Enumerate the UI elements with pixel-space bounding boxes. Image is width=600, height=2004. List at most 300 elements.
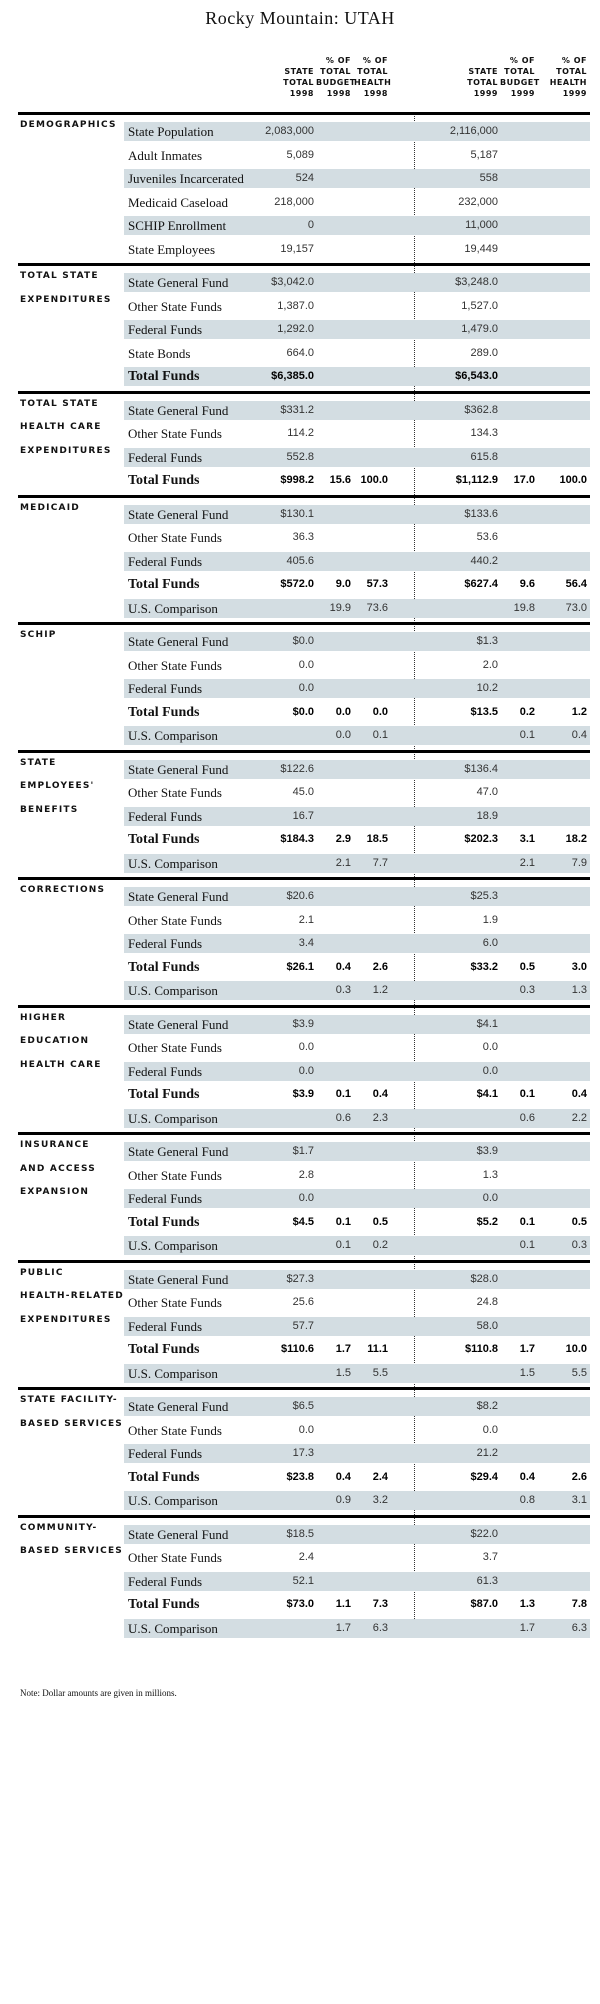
- cell-col-6: 3.0: [571, 960, 587, 973]
- cell-col-3: 0.1: [372, 729, 388, 742]
- cell-col-6: 56.4: [565, 578, 587, 591]
- table-row-state-general-fund: [124, 1270, 590, 1289]
- cell-col-1: $122.6: [280, 762, 314, 775]
- cell-col-5: 0.1: [519, 1215, 535, 1228]
- row-label: Federal Funds: [128, 553, 203, 569]
- table-row-u-s-comparison: [124, 854, 590, 873]
- cell-col-4: 53.6: [476, 531, 498, 544]
- cell-col-5: 0.1: [519, 1088, 535, 1101]
- row-label: Total Funds: [128, 1469, 200, 1485]
- table-row-federal-funds: [124, 1572, 590, 1591]
- cell-col-2: 15.6: [329, 474, 351, 487]
- section-rule: [18, 1260, 590, 1263]
- cell-col-4: 10.2: [476, 682, 498, 695]
- cell-col-3: 7.7: [372, 856, 388, 869]
- section-rule: [18, 495, 590, 498]
- cell-col-4: $13.5: [470, 705, 498, 718]
- cell-col-5: 0.6: [519, 1111, 535, 1124]
- cell-col-4: 58.0: [476, 1319, 498, 1332]
- table-row-u-s-comparison: [124, 599, 590, 618]
- cell-col-5: 17.0: [513, 474, 535, 487]
- cell-col-2: 0.1: [335, 1239, 351, 1252]
- page-title: Rocky Mountain: UTAH: [205, 8, 395, 28]
- table-row-total-funds: [124, 1213, 590, 1232]
- cell-col-1: 57.7: [292, 1319, 314, 1332]
- row-label: State General Fund: [128, 634, 229, 650]
- section-demographics: [0, 112, 600, 263]
- row-label: State Employees: [128, 241, 216, 257]
- cell-col-2: 0.4: [335, 960, 351, 973]
- row-label: Other State Funds: [128, 1167, 222, 1183]
- row-label: Other State Funds: [128, 785, 222, 801]
- cell-col-2: 0.9: [335, 1494, 351, 1507]
- cell-col-3: 18.5: [366, 833, 388, 846]
- cell-col-6: 18.2: [565, 833, 587, 846]
- section-rule: [18, 391, 590, 394]
- cell-col-1: $0.0: [292, 635, 314, 648]
- cell-col-1: 405.6: [286, 554, 314, 567]
- section-rule: [18, 750, 590, 753]
- table-row-state-general-fund: [124, 760, 590, 779]
- cell-col-4: $87.0: [470, 1598, 498, 1611]
- cell-col-4: 61.3: [476, 1574, 498, 1587]
- cell-col-4: $33.2: [470, 960, 498, 973]
- cell-col-1: $73.0: [286, 1598, 314, 1611]
- cell-col-1: 2.8: [298, 1168, 314, 1181]
- cell-col-1: 0.0: [298, 1423, 314, 1436]
- cell-col-1: $18.5: [286, 1527, 314, 1540]
- cell-col-1: 2,083,000: [265, 125, 314, 138]
- table-row-state-general-fund: [124, 1525, 590, 1544]
- section-label: STATE: [20, 757, 57, 768]
- cell-col-4: $25.3: [470, 890, 498, 903]
- table-row-u-s-comparison: [124, 1491, 590, 1510]
- cell-col-4: $627.4: [464, 578, 498, 591]
- cell-col-1: 36.3: [292, 531, 314, 544]
- table-row-total-funds: [124, 1340, 590, 1359]
- table-row-federal-funds: [124, 1062, 590, 1081]
- cell-col-4: 2.0: [482, 658, 498, 671]
- cell-col-5: 1.7: [519, 1621, 535, 1634]
- table-row-schip-enrollment: [124, 216, 590, 235]
- cell-col-2: 0.1: [335, 1215, 351, 1228]
- cell-col-1: $110.6: [280, 1343, 314, 1356]
- cell-col-4: $29.4: [470, 1470, 498, 1483]
- cell-col-4: $22.0: [470, 1527, 498, 1540]
- cell-col-2: 2.1: [335, 856, 351, 869]
- cell-col-1: 25.6: [292, 1296, 314, 1309]
- section-insurance-and-access-expansion: [0, 1132, 600, 1260]
- row-label: U.S. Comparison: [128, 1238, 218, 1254]
- cell-col-5: 0.4: [519, 1470, 535, 1483]
- cell-col-1: 1,387.0: [277, 299, 314, 312]
- cell-col-6: 3.1: [571, 1494, 587, 1507]
- row-label: U.S. Comparison: [128, 1365, 218, 1381]
- table-row-other-state-funds: [124, 424, 590, 443]
- table-row-other-state-funds: [124, 1293, 590, 1312]
- section-rule: [18, 622, 590, 625]
- cell-col-1: 3.4: [298, 937, 314, 950]
- row-label: U.S. Comparison: [128, 1110, 218, 1126]
- cell-col-4: $1,112.9: [455, 474, 498, 487]
- row-label: State General Fund: [128, 761, 229, 777]
- table-row-other-state-funds: [124, 297, 590, 316]
- cell-col-4: 0.0: [482, 1423, 498, 1436]
- table-row-other-state-funds: [124, 911, 590, 930]
- table-row-state-general-fund: [124, 505, 590, 524]
- cell-col-1: 664.0: [286, 346, 314, 359]
- cell-col-1: $3.9: [292, 1017, 314, 1030]
- row-label: U.S. Comparison: [128, 983, 218, 999]
- row-label: Adult Inmates: [128, 147, 203, 163]
- row-label: Federal Funds: [128, 1063, 203, 1079]
- cell-col-5: 1.5: [519, 1366, 535, 1379]
- section-label: DEMOGRAPHICS: [20, 120, 117, 130]
- cell-col-5: 1.3: [519, 1598, 535, 1611]
- table-row-state-general-fund: [124, 632, 590, 651]
- table-row-state-general-fund: [124, 273, 590, 292]
- row-label: Medicaid Caseload: [128, 194, 228, 210]
- cell-col-3: 0.2: [372, 1239, 388, 1252]
- cell-col-1: 5,089: [286, 148, 314, 161]
- cell-col-1: 45.0: [292, 786, 314, 799]
- cell-col-4: 6.0: [482, 937, 498, 950]
- row-label: Other State Funds: [128, 530, 222, 546]
- cell-col-6: 0.3: [571, 1239, 587, 1252]
- row-label: Total Funds: [128, 1214, 200, 1230]
- section-community-based-services: [0, 1515, 600, 1643]
- cell-col-4: 3.7: [482, 1551, 498, 1564]
- cell-col-4: 21.2: [476, 1447, 498, 1460]
- table-row-total-funds: [124, 575, 590, 594]
- column-header-state-total-1999: STATE TOTAL 1999: [467, 67, 498, 98]
- cell-col-5: 1.7: [519, 1343, 535, 1356]
- section-label: EXPENDITURES: [20, 1314, 112, 1325]
- table-row-other-state-funds: [124, 1038, 590, 1057]
- cell-col-6: 1.3: [571, 984, 587, 997]
- row-label: SCHIP Enrollment: [128, 218, 227, 234]
- cell-col-3: 11.1: [367, 1343, 388, 1356]
- cell-col-4: $4.1: [476, 1088, 498, 1101]
- cell-col-1: $184.3: [280, 833, 314, 846]
- cell-col-2: 0.0: [335, 729, 351, 742]
- table-row-u-s-comparison: [124, 1109, 590, 1128]
- cell-col-4: 47.0: [476, 786, 498, 799]
- cell-col-4: $3,248.0: [455, 276, 498, 289]
- section-label: CORRECTIONS: [20, 885, 106, 895]
- cell-col-1: $0.0: [292, 705, 314, 718]
- cell-col-6: 6.3: [571, 1621, 587, 1634]
- cell-col-5: 0.8: [519, 1494, 535, 1507]
- row-label: Federal Funds: [128, 1573, 203, 1589]
- cell-col-4: 134.3: [470, 427, 498, 440]
- row-label: U.S. Comparison: [128, 1493, 218, 1509]
- row-label: Total Funds: [128, 832, 200, 848]
- row-label: State General Fund: [128, 506, 229, 522]
- row-label: Other State Funds: [128, 298, 222, 314]
- row-label: State General Fund: [128, 889, 229, 905]
- row-label: Other State Funds: [128, 1550, 222, 1566]
- cell-col-3: 2.3: [372, 1111, 388, 1124]
- cell-col-4: 1,479.0: [461, 323, 498, 336]
- row-label: State General Fund: [128, 1399, 229, 1415]
- row-label: Total Funds: [128, 577, 200, 593]
- row-label: Federal Funds: [128, 449, 203, 465]
- section-label: BENEFITS: [20, 804, 79, 815]
- cell-col-1: 0.0: [298, 1064, 314, 1077]
- section-label: EMPLOYEES': [20, 781, 95, 791]
- cell-col-4: $6,543.0: [455, 370, 498, 383]
- row-label: Other State Funds: [128, 426, 222, 442]
- table-row-total-funds: [124, 471, 590, 490]
- section-label: HEALTH CARE: [20, 1059, 102, 1070]
- cell-col-6: 0.5: [571, 1215, 587, 1228]
- cell-col-1: $998.2: [280, 474, 314, 487]
- cell-col-3: 7.3: [372, 1598, 388, 1611]
- section-rule: [18, 263, 590, 266]
- cell-col-2: 0.6: [335, 1111, 351, 1124]
- table-row-other-state-funds: [124, 656, 590, 675]
- table-row-federal-funds: [124, 1189, 590, 1208]
- row-label: State General Fund: [128, 1144, 229, 1160]
- cell-col-4: $8.2: [476, 1400, 498, 1413]
- cell-col-5: 2.1: [519, 856, 535, 869]
- row-label: Federal Funds: [128, 1191, 203, 1207]
- column-header-pct-budget-1998: % OF TOTAL BUDGET 1998: [316, 56, 356, 98]
- cell-col-1: 52.1: [292, 1574, 314, 1587]
- table-row-total-funds: [124, 367, 590, 386]
- cell-col-4: $28.0: [470, 1272, 498, 1285]
- table-row-total-funds: [124, 830, 590, 849]
- cell-col-2: 19.9: [329, 601, 351, 614]
- row-label: State General Fund: [128, 1016, 229, 1032]
- table-row-medicaid-caseload: [124, 193, 590, 212]
- section-total-state-health-care-expenditures: [0, 391, 600, 495]
- cell-col-6: 2.6: [571, 1470, 587, 1483]
- row-label: U.S. Comparison: [128, 855, 218, 871]
- cell-col-4: $4.1: [476, 1017, 498, 1030]
- row-label: Federal Funds: [128, 681, 203, 697]
- cell-col-4: $136.4: [464, 762, 498, 775]
- table-row-u-s-comparison: [124, 981, 590, 1000]
- row-label: Federal Funds: [128, 1446, 203, 1462]
- row-label: Total Funds: [128, 704, 200, 720]
- cell-col-1: 524: [295, 172, 314, 185]
- table-row-total-funds: [124, 1085, 590, 1104]
- cell-col-4: $1.3: [476, 635, 498, 648]
- cell-col-1: 0: [307, 219, 314, 232]
- cell-col-6: 1.2: [571, 705, 587, 718]
- cell-col-1: 0.0: [298, 1192, 314, 1205]
- row-label: Federal Funds: [128, 936, 203, 952]
- table-row-federal-funds: [124, 679, 590, 698]
- section-state-employees-benefits: [0, 750, 600, 878]
- row-label: State General Fund: [128, 1526, 229, 1542]
- cell-col-1: $6.5: [292, 1400, 314, 1413]
- cell-col-4: 0.0: [482, 1064, 498, 1077]
- table-row-federal-funds: [124, 934, 590, 953]
- section-label: TOTAL STATE: [20, 271, 99, 281]
- cell-col-3: 6.3: [372, 1621, 388, 1634]
- section-corrections: [0, 877, 600, 1005]
- cell-col-2: 1.7: [335, 1621, 351, 1634]
- cell-col-4: 19,449: [464, 242, 498, 255]
- section-label: HIGHER: [20, 1012, 67, 1023]
- section-schip: [0, 622, 600, 750]
- cell-col-1: 0.0: [298, 658, 314, 671]
- cell-col-5: 0.1: [519, 1239, 535, 1252]
- table-row-u-s-comparison: [124, 1236, 590, 1255]
- section-higher-education-health-care: [0, 1005, 600, 1133]
- cell-col-4: 5,187: [470, 148, 498, 161]
- cell-col-1: 0.0: [298, 1041, 314, 1054]
- cell-col-1: $26.1: [286, 960, 314, 973]
- cell-col-5: 9.6: [519, 578, 535, 591]
- table-row-state-general-fund: [124, 401, 590, 420]
- cell-col-1: $572.0: [280, 578, 314, 591]
- cell-col-5: 3.1: [519, 833, 535, 846]
- section-label: MEDICAID: [20, 502, 80, 513]
- row-label: U.S. Comparison: [128, 600, 218, 616]
- row-label: Other State Funds: [128, 1040, 222, 1056]
- row-label: State General Fund: [128, 275, 229, 291]
- row-label: Other State Funds: [128, 1422, 222, 1438]
- section-medicaid: [0, 495, 600, 623]
- cell-col-4: $202.3: [464, 833, 498, 846]
- cell-col-6: 7.9: [571, 856, 587, 869]
- cell-col-3: 2.6: [372, 960, 388, 973]
- cell-col-4: 0.0: [482, 1192, 498, 1205]
- cell-col-1: $3.9: [292, 1088, 314, 1101]
- section-label: AND ACCESS: [20, 1163, 96, 1174]
- cell-col-1: 552.8: [286, 450, 314, 463]
- row-label: Total Funds: [128, 1597, 200, 1613]
- cell-col-5: 0.1: [519, 729, 535, 742]
- table-row-other-state-funds: [124, 1421, 590, 1440]
- section-rule: [18, 1132, 590, 1135]
- column-header-pct-budget-1999: % OF TOTAL BUDGET 1999: [500, 56, 540, 98]
- section-label: COMMUNITY-: [20, 1522, 98, 1533]
- cell-col-4: 1.3: [482, 1168, 498, 1181]
- table-row-other-state-funds: [124, 1548, 590, 1567]
- cell-col-3: 57.3: [366, 578, 388, 591]
- table-row-total-funds: [124, 1595, 590, 1614]
- table-row-u-s-comparison: [124, 1619, 590, 1638]
- row-label: Total Funds: [128, 473, 200, 489]
- table-row-state-general-fund: [124, 1397, 590, 1416]
- cell-col-2: 9.0: [335, 578, 351, 591]
- cell-col-3: 73.6: [366, 601, 388, 614]
- cell-col-2: 0.1: [335, 1088, 351, 1101]
- section-rule: [18, 1005, 590, 1008]
- cell-col-1: $6,385.0: [271, 370, 314, 383]
- cell-col-6: 0.4: [571, 1088, 587, 1101]
- table-row-other-state-funds: [124, 1166, 590, 1185]
- cell-col-1: $331.2: [280, 403, 314, 416]
- cell-col-4: 615.8: [470, 450, 498, 463]
- cell-col-1: $27.3: [286, 1272, 314, 1285]
- cell-col-1: $3,042.0: [271, 276, 314, 289]
- cell-col-3: 0.0: [372, 705, 388, 718]
- cell-col-2: 1.1: [335, 1598, 351, 1611]
- cell-col-1: $1.7: [292, 1145, 314, 1158]
- section-label: SCHIP: [20, 630, 57, 640]
- cell-col-4: $3.9: [476, 1145, 498, 1158]
- section-label: HEALTH CARE: [20, 422, 102, 432]
- cell-col-6: 7.8: [571, 1598, 587, 1611]
- cell-col-1: $4.5: [292, 1215, 314, 1228]
- cell-col-5: 0.2: [519, 705, 535, 718]
- row-label: State Bonds: [128, 345, 191, 361]
- table-row-other-state-funds: [124, 528, 590, 547]
- table-row-federal-funds: [124, 1317, 590, 1336]
- table-row-federal-funds: [124, 1444, 590, 1463]
- table-row-u-s-comparison: [124, 1364, 590, 1383]
- row-label: Other State Funds: [128, 912, 222, 928]
- cell-col-2: 0.4: [335, 1470, 351, 1483]
- cell-col-1: 218,000: [274, 195, 314, 208]
- row-label: State General Fund: [128, 1271, 229, 1287]
- cell-col-3: 0.5: [372, 1215, 388, 1228]
- cell-col-4: 2,116,000: [449, 125, 498, 138]
- cell-col-6: 100.0: [559, 474, 587, 487]
- cell-col-4: 18.9: [476, 809, 498, 822]
- section-label: BASED SERVICES: [20, 1418, 123, 1429]
- row-label: Total Funds: [128, 959, 200, 975]
- table-row-total-funds: [124, 958, 590, 977]
- row-label: Total Funds: [128, 369, 200, 385]
- table-row-other-state-funds: [124, 783, 590, 802]
- cell-col-3: 1.2: [372, 984, 388, 997]
- cell-col-2: 1.5: [335, 1366, 351, 1379]
- cell-col-1: $130.1: [280, 507, 314, 520]
- row-label: Federal Funds: [128, 1318, 203, 1334]
- cell-col-5: 0.5: [519, 960, 535, 973]
- cell-col-3: 5.5: [372, 1366, 388, 1379]
- cell-col-4: 11,000: [465, 219, 498, 232]
- row-label: Federal Funds: [128, 322, 203, 338]
- table-row-total-funds: [124, 703, 590, 722]
- table-row-state-general-fund: [124, 1142, 590, 1161]
- row-label: Juveniles Incarcerated: [128, 171, 244, 187]
- section-label: TOTAL STATE: [20, 398, 99, 409]
- table-row-total-funds: [124, 1468, 590, 1487]
- column-header-pct-health-1998: % OF TOTAL HEALTH 1998: [354, 56, 392, 98]
- row-label: Other State Funds: [128, 1295, 222, 1311]
- table-row-state-bonds: [124, 344, 590, 363]
- cell-col-4: $5.2: [476, 1215, 498, 1228]
- cell-col-1: 17.3: [292, 1447, 314, 1460]
- cell-col-3: 100.0: [360, 474, 388, 487]
- cell-col-3: 3.2: [372, 1494, 388, 1507]
- column-header-pct-health-1999: % OF TOTAL HEALTH 1999: [549, 56, 587, 98]
- section-label: INSURANCE: [20, 1140, 90, 1150]
- section-rule: [18, 1515, 590, 1518]
- cell-col-1: 1,292.0: [277, 323, 314, 336]
- cell-col-2: 0.0: [335, 705, 351, 718]
- row-label: Total Funds: [128, 1087, 200, 1103]
- section-label: PUBLIC: [20, 1267, 64, 1278]
- section-label: HEALTH-RELATED: [20, 1291, 124, 1301]
- cell-col-6: 10.0: [565, 1343, 587, 1356]
- table-row-state-general-fund: [124, 887, 590, 906]
- section-public-health-related-expenditures: [0, 1260, 600, 1388]
- cell-col-4: 440.2: [470, 554, 498, 567]
- table-row-federal-funds: [124, 807, 590, 826]
- row-label: U.S. Comparison: [128, 728, 218, 744]
- section-label: BASED SERVICES: [20, 1546, 123, 1556]
- cell-col-4: $133.6: [464, 507, 498, 520]
